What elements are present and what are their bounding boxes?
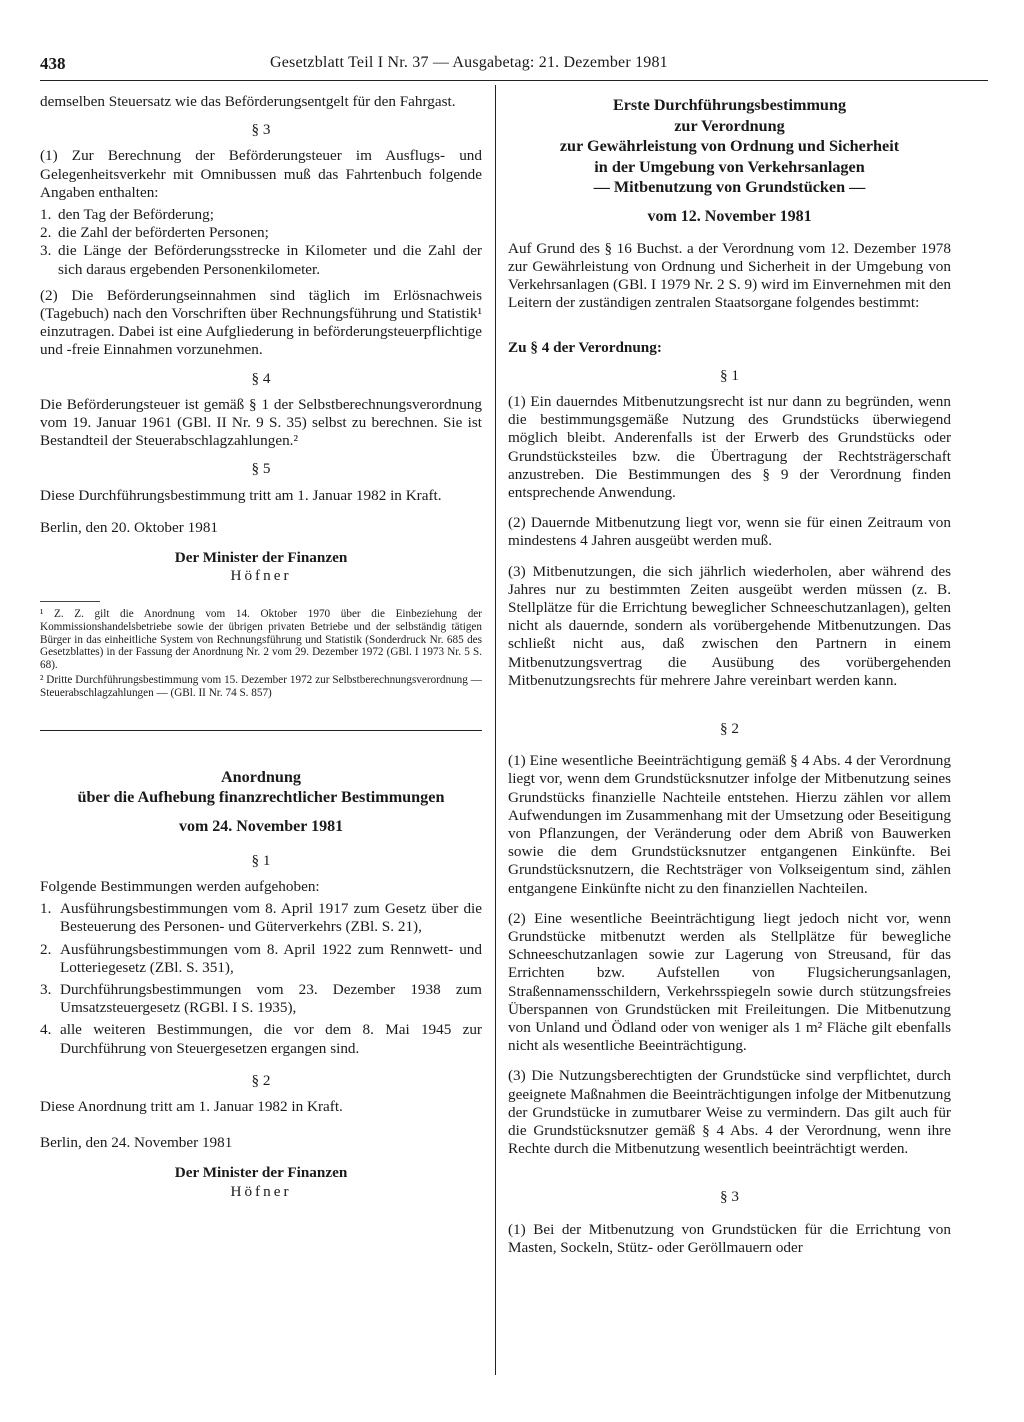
right-column [508,95,951,1257]
list-number: 4. [40,1021,52,1039]
footnote: ¹ Z. Z. gilt die Anordnung vom 14. Oktober 1970 über die Einbeziehung der Kommissionshandelsbetriebe sowie der übrigen privaten Betriebe und der selbständig tätigen Bürger in das einheitliche System von Rechnungsführung und Statistik (Sonderdruck Nr. 685 des Gesetzblattes) in der Fassung der Anordnung Nr. 2 vom 29. Dezember 1972 (GBl. I 1973 Nr. 5 S. 68). [40,608,482,671]
paragraph: Diese Durchführungsbestimmung tritt am 1. Januar 1982 in Kraft. [40,486,442,504]
paragraph: (3) Die Nutzungsberechtigten der Grundstücke sind verpflichtet, durch geeignete Maßnahmen die Beeinträchtigungen infolge der Mitbenutzung der Grundstücke in zumutbarer Weise zu vermindern. Das gilt auch für die Grundstücksnutzer gemäß § 4 Abs. 4 der Verordnung, wenn ihre Rechte durch die Mitbenutzung wesentlich beeinträchtigt werden. [508,1067,951,1158]
document-title-line: in der Umgebung von Verkehrsanlagen [594,157,865,176]
list-text: Ausführungsbestimmungen vom 8. April 1922 zum Rennwett- und Lotteriegesetz (ZBl. S. 351), [60,940,482,976]
section-heading: § 3 [720,1188,739,1206]
place-date: Berlin, den 24. November 1981 [40,1134,233,1152]
section-heading: § 5 [251,460,271,478]
document-title: Erste Durchführungsbestimmung [612,96,847,114]
section-heading: § 1 [251,851,271,869]
list-item [40,206,482,224]
list-text: Durchführungsbestimmungen vom 23. Dezember 1938 zum Umsatzsteuergesetz (RGBl. I S. 1935), [60,981,482,1017]
document-title-line: zur Gewährleistung von Ordnung und Sicherheit [559,137,900,155]
list-item [40,941,482,977]
column-divider [495,85,496,1375]
list-number: 3. [40,242,52,260]
paragraph: (1) Eine wesentliche Beeinträchtigung gemäß § 4 Abs. 4 der Verordnung liegt vor, wenn dem Grundstücksnutzer infolge der Mitbenutzung seines Grundstücks finanzielle Nachteile entstehen. Hierzu zählen vor allem Aufwendungen im Zusammenhang mit der Umsetzung oder Beseitigung von Pflanzungen, der Veränderung oder dem Abriß von Bauwerken sowie die dem Grundstücksnutzer entgangenen Einkünfte. Bei Grundstücksnutzern, die Rechtsträger von Volkseigentum sind, zählen entgangene Einkünfte nicht zu den finanziellen Nachteilen. [508,752,951,897]
section-heading: § 3 [251,121,271,139]
list-text: Ausführungsbestimmungen vom 8. April 1917 zum Gesetz über die Besteuerung des Personen- und Güterverkehrs (ZBl. S. 21), [60,900,482,936]
list-text: die Länge der Beförderungsstrecke in Kilometer und die Zahl der sich daraus ergebenden Personenkilometer. [58,242,482,278]
list-number: 3. [40,981,52,999]
document-subtitle: über die Aufhebung finanzrechtlicher Bestimmungen [77,788,445,807]
list-item [40,242,482,278]
paragraph: (2) Die Beförderungseinnahmen sind täglich im Erlösnachweis (Tagebuch) nach den Vorschriften über Rechnungsführung und Statistik¹ einzutragen. Dabei ist eine Aufgliederung in beförderungsteuerpflichtige und -freie Einnahmen vorzunehmen. [40,286,482,359]
numbered-list [40,900,482,1058]
footnote-rule [40,601,100,602]
list-item [40,981,482,1017]
document-date: vom 12. November 1981 [647,207,812,225]
section-heading: § 4 [251,369,271,387]
list-number: 1. [40,206,52,224]
paragraph: (2) Dauernde Mitbenutzung liegt vor, wenn sie für einen Zeitraum von mindestens 4 Jahren ausgeübt werden muß. [508,514,951,550]
numbered-list [40,206,482,279]
header-rule [40,80,988,81]
section-heading: § 2 [251,1071,271,1089]
list-number: 2. [40,940,52,958]
subheading: Zu § 4 der Verordnung: [508,338,662,356]
paragraph: Diese Anordnung tritt am 1. Januar 1982 in Kraft. [40,1098,343,1116]
paragraph: (2) Eine wesentliche Beeinträchtigung liegt jedoch nicht vor, wenn Grundstücke mitbenutzt werden als Stellplätze für bewegliche Schneeschutzanlagen sowie zur Lagerung von Streusand, für das Errichten bzw. Aufstellen von Flugsicherungsanlagen, Straßennamensschildern, Verkehrsspiegeln sowie durch stützungsfreies Überspannen von Grundstücken mit Freileitungen. Die Mitbenutzung von Unland und Ödland oder von weniger als 1 m² Fläche gilt ebenfalls nicht als wesentliche Beeinträchtigung. [508,909,951,1055]
continued-paragraph: demselben Steuersatz wie das Beförderungsentgelt für den Fahrgast. [40,93,456,110]
paragraph: Die Beförderungsteuer ist gemäß § 1 der Selbstberechnungsverordnung vom 19. Januar 1961 (GBl. II Nr. 9 S. 35) selbst zu berechnen. Sie ist Bestandteil der Steuerabschlagzahlungen.² [40,395,482,450]
paragraph: (1) Zur Berechnung der Beförderungsteuer im Ausflugs- und Gelegenheitsverkehr mit Omnibussen muß das Fahrtenbuch folgende Angaben enthalten: [40,147,482,201]
signer-title: Der Minister der Finanzen [174,549,348,567]
list-item [40,1021,482,1057]
left-column [40,93,482,1201]
signer-title: Der Minister der Finanzen [174,1164,348,1182]
paragraph: Folgende Bestimmungen werden aufgehoben: [40,878,320,896]
list-item [40,224,482,242]
paragraph: (3) Mitbenutzungen, die sich jährlich wiederholen, aber während des Jahres nur zu bestimmten Zeiten ausgeübt werden müssen (z. B. Stellplätze für die Errichtung beweglicher Schneeschutzanlagen), gelten nicht als dauernde, sondern als vorübergehende Mitbenutzungen. Das schließt nicht aus, daß zwischen den Partnern in einem Mitbenutzungsvertrag die Ausübung des vorübergehenden Mitbenutzungsrechts für mehrere Jahre vereinbart werden kann. [508,562,951,689]
place-date: Berlin, den 20. Oktober 1981 [40,518,219,536]
footnote: ² Dritte Durchführungsbestimmung vom 15. Dezember 1972 zur Selbstberechnungsverordnung — Steuerabschlagzahlungen — (GBl. II Nr. 74 S. 857) [40,674,482,700]
document-title-line: zur Verordnung [674,116,785,135]
list-item [40,900,482,936]
section-heading: § 2 [720,719,739,737]
document-title-line: — Mitbenutzung von Grundstücken — [593,178,866,196]
list-text: den Tag der Beförderung; [58,206,214,224]
running-head: Gesetzblatt Teil I Nr. 37 — Ausgabetag: 21. Dezember 1981 [270,54,668,71]
paragraph: (1) Bei der Mitbenutzung von Grundstücken für die Errichtung von Masten, Sockeln, Stütz- oder Geröllmauern oder [508,1220,951,1256]
signer-name: Höfner [230,1182,292,1200]
list-number: 2. [40,224,52,242]
list-number: 1. [40,900,52,918]
page-number: 438 [40,54,66,73]
paragraph: (1) Ein dauerndes Mitbenutzungsrecht ist nur dann zu begründen, wenn die bestimmungsgemäße Nutzung des Grundstücks überwiegend möglich bleibt. Anderenfalls ist der Erwerb des Grundstücks oder Grundstücksteiles bzw. die Übertragung der Rechtsträgerschaft anzustreben. Die Bestimmungen des § 9 der Verordnung finden entsprechende Anwendung. [508,392,951,501]
intro-paragraph: Auf Grund des § 16 Buchst. a der Verordnung vom 12. Dezember 1978 zur Gewährleistung von Ordnung und Sicherheit in der Umgebung von Verkehrsanlagen (GBl. I 1979 Nr. 2 S. 9) wird im Einvernehmen mit den Leitern der zuständigen zentralen Staatsorgane folgendes bestimmt: [508,239,951,312]
document-title: Anordnung [220,767,302,786]
list-text: die Zahl der beförderten Personen; [58,224,269,242]
section-heading: § 1 [720,366,739,384]
document-date: vom 24. November 1981 [178,817,344,835]
signer-name: Höfner [230,567,292,585]
list-text: alle weiteren Bestimmungen, die vor dem 8. Mai 1945 zur Durchführung von Steuergesetzen ergangen sind. [60,1021,482,1057]
